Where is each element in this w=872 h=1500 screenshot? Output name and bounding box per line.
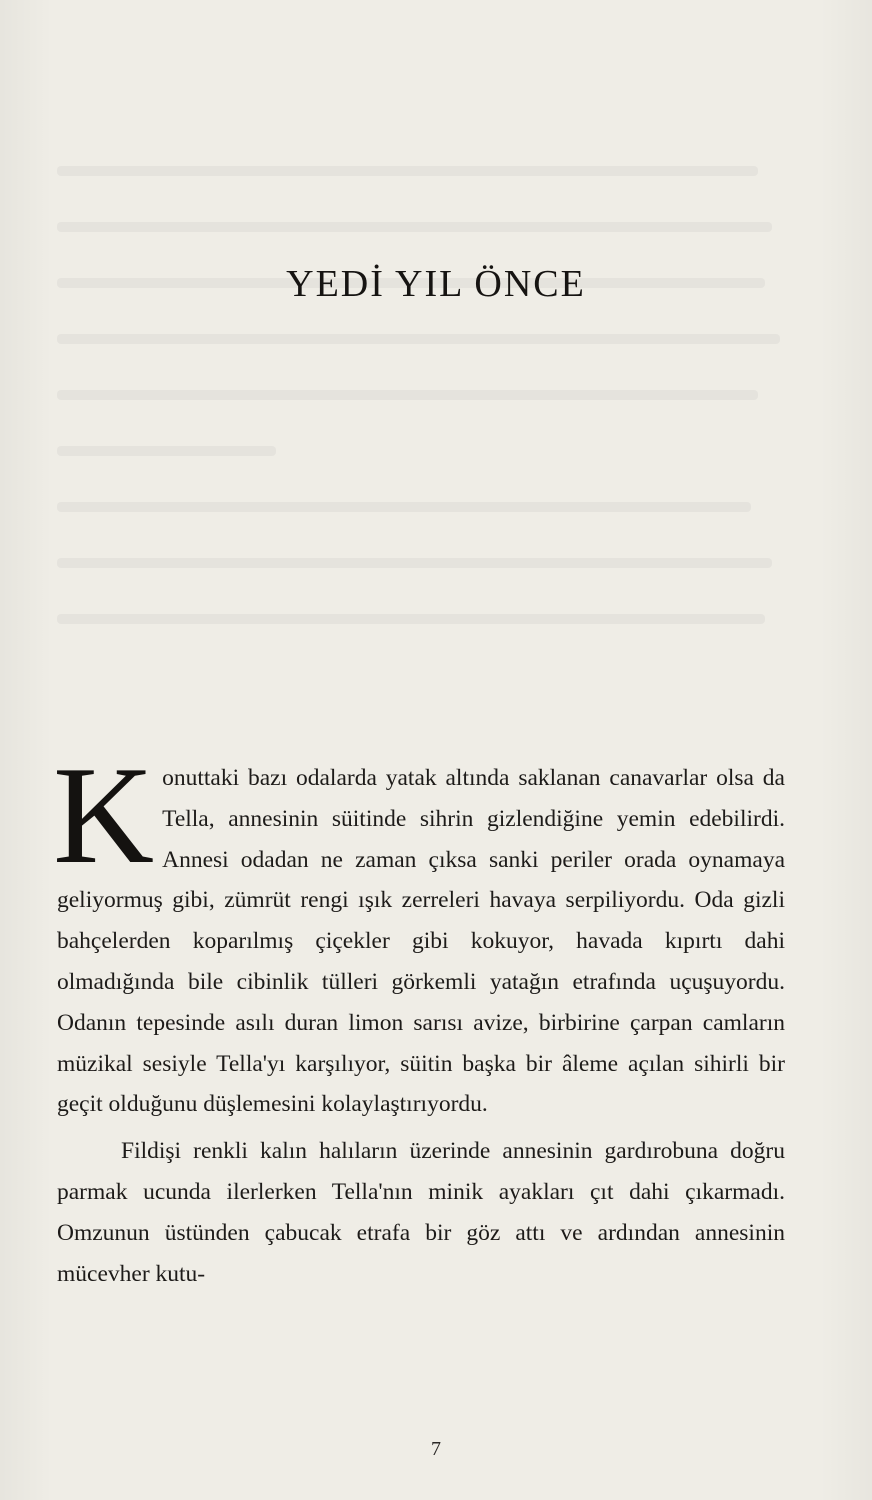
paragraph-2: Fildişi renkli kalın halıların üzerinde annesinin gardırobuna doğru parmak ucunda ilerlerken Tella'nın minik ayakları çıt dahi çıkarmadı. Omzunun üstünden çabucak etrafa bir göz attı ve ardından annesinin mücevher kutu- [57, 1138, 785, 1287]
paragraph-1-text: onuttaki bazı odalarda yatak altında saklanan canavarlar olsa da Tella, annesinin süitinde sihrin gizlendiğine yemin edebilirdi. Annesi odadan ne zaman çıksa sanki periler orada oynamaya geliyormuş gibi, zümrüt rengi ışık zerreleri havaya serpiliyordu. Oda gizli bahçelerden koparılmış çiçekler gibi kokuyor, havada kıpırtı dahi olmadığında bile cibinlik tülleri görkemli yatağın etrafında uçuşuyordu. Odanın tepesinde asılı duran limon sarısı avize, birbirine çarpan camların müzikal sesiyle Tella'yı karşılıyor, süitin başka bir âleme açılan sihirli bir geçit olduğunu düşlemesini kolaylaştırıyordu. [57, 765, 785, 1118]
chapter-body [53, 738, 785, 1294]
drop-cap: K [53, 738, 155, 893]
show-through-text [57, 150, 787, 670]
chapter-title: YEDİ YIL ÖNCE [286, 263, 586, 305]
page-number: 7 [431, 1438, 441, 1460]
first-paragraph [53, 738, 785, 1125]
